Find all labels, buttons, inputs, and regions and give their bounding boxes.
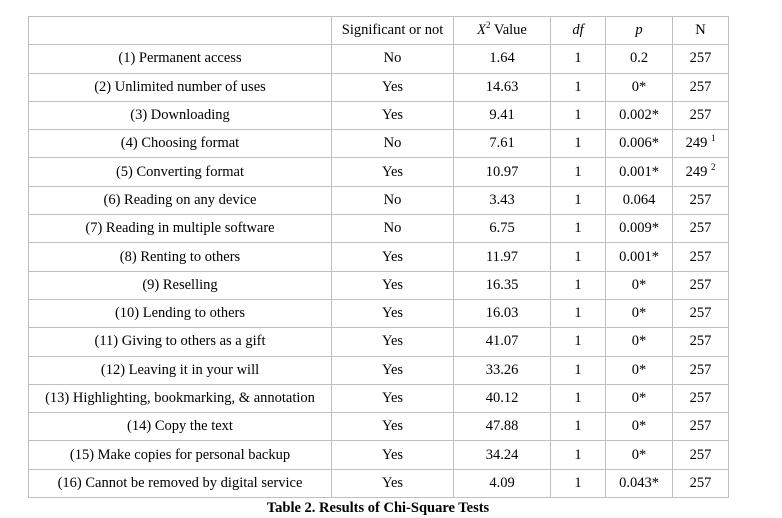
cell-chi-value — [454, 130, 551, 158]
cell-n-text: 257 — [689, 276, 712, 293]
cell-p-value-text: 0.064 — [622, 191, 656, 208]
cell-n — [673, 130, 729, 158]
cell-n-text: 257 — [689, 220, 712, 237]
cell-n-text: 257 — [689, 474, 712, 491]
cell-chi-value — [454, 45, 551, 73]
cell-df-text: 1 — [574, 220, 582, 237]
cell-label — [29, 328, 332, 356]
header-chi-symbol: X — [477, 22, 486, 39]
cell-label-text: (9) Reselling — [142, 276, 218, 293]
cell-n-footnote: 1 — [710, 133, 716, 144]
cell-p-value-text: 0* — [631, 78, 647, 95]
cell-label-text: (12) Leaving it in your will — [100, 361, 260, 378]
cell-p-value-text: 0.002* — [619, 107, 659, 124]
cell-label — [29, 441, 332, 469]
cell-significant — [332, 299, 454, 327]
cell-chi-value-text: 9.41 — [489, 107, 515, 124]
cell-df-text: 1 — [574, 305, 582, 322]
cell-significant-text: Yes — [381, 333, 404, 350]
header-row — [29, 17, 729, 45]
cell-p-value — [606, 328, 673, 356]
cell-chi-value — [454, 215, 551, 243]
cell-p-value-text: 0.001* — [619, 163, 659, 180]
cell-n — [673, 328, 729, 356]
cell-p-value — [606, 441, 673, 469]
cell-significant-text: No — [383, 191, 402, 208]
cell-p-value — [606, 356, 673, 384]
chi-square-results-table — [28, 16, 729, 498]
cell-p-value — [606, 45, 673, 73]
cell-significant — [332, 441, 454, 469]
cell-n-text: 257 — [689, 78, 712, 95]
cell-p-value — [606, 299, 673, 327]
header-df: df — [551, 17, 606, 45]
cell-df — [551, 469, 606, 497]
cell-significant — [332, 158, 454, 186]
cell-significant-text: Yes — [381, 390, 404, 406]
cell-p-value — [606, 384, 673, 412]
cell-n — [673, 73, 729, 101]
cell-significant-text: Yes — [381, 474, 404, 491]
cell-chi-value-text: 16.03 — [485, 305, 519, 322]
cell-label-text: (7) Reading in multiple software — [85, 220, 275, 237]
cell-n — [673, 441, 729, 469]
cell-df — [551, 101, 606, 129]
cell-n-text: 257 — [689, 390, 712, 406]
cell-chi-value-text: 1.64 — [489, 50, 515, 67]
cell-df-text: 1 — [574, 276, 582, 293]
cell-n-text: 257 — [689, 50, 712, 67]
cell-p-value-text: 0.001* — [619, 248, 659, 265]
cell-n-footnote: 2 — [710, 161, 716, 172]
cell-df-text: 1 — [574, 390, 582, 406]
cell-df — [551, 73, 606, 101]
table-row — [29, 186, 729, 214]
cell-chi-value-text: 11.97 — [485, 248, 519, 265]
cell-significant — [332, 271, 454, 299]
cell-label-text: (14) Copy the text — [127, 418, 233, 435]
cell-chi-value — [454, 101, 551, 129]
cell-chi-value-text: 16.35 — [485, 276, 519, 293]
cell-df — [551, 45, 606, 73]
cell-chi-value — [454, 356, 551, 384]
cell-n — [673, 186, 729, 214]
cell-label-text: (11) Giving to others as a gift — [94, 333, 266, 350]
cell-df-text: 1 — [574, 474, 582, 491]
table-row — [29, 101, 729, 129]
cell-df — [551, 356, 606, 384]
table-row — [29, 158, 729, 186]
table-row — [29, 328, 729, 356]
cell-n-text: 249 — [685, 135, 708, 152]
cell-chi-value-text: 4.09 — [489, 474, 515, 491]
cell-n — [673, 469, 729, 497]
table-row — [29, 384, 729, 412]
cell-n-text: 257 — [689, 418, 712, 435]
cell-p-value — [606, 158, 673, 186]
cell-p-value-text: 0* — [631, 446, 647, 463]
cell-significant-text: Yes — [381, 361, 404, 378]
cell-chi-value — [454, 328, 551, 356]
cell-label — [29, 130, 332, 158]
table-row — [29, 243, 729, 271]
cell-df-text: 1 — [574, 446, 582, 463]
cell-n — [673, 45, 729, 73]
cell-p-value — [606, 101, 673, 129]
cell-n — [673, 356, 729, 384]
cell-significant-text: Yes — [381, 418, 404, 435]
cell-chi-value — [454, 441, 551, 469]
cell-significant — [332, 215, 454, 243]
cell-significant — [332, 384, 454, 412]
cell-label — [29, 356, 332, 384]
cell-significant-text: Yes — [381, 446, 404, 463]
cell-p-value — [606, 413, 673, 441]
table-row — [29, 469, 729, 497]
cell-df-text: 1 — [574, 361, 582, 378]
table-row — [29, 413, 729, 441]
cell-label-text: (15) Make copies for personal backup — [69, 446, 291, 463]
cell-significant — [332, 356, 454, 384]
cell-df — [551, 158, 606, 186]
cell-chi-value — [454, 413, 551, 441]
cell-label-text: (6) Reading on any device — [103, 191, 257, 208]
cell-p-value — [606, 186, 673, 214]
cell-label — [29, 215, 332, 243]
cell-label — [29, 73, 332, 101]
table-row — [29, 271, 729, 299]
cell-label — [29, 271, 332, 299]
cell-significant-text: Yes — [381, 163, 404, 180]
cell-label — [29, 243, 332, 271]
cell-label — [29, 384, 332, 412]
cell-significant — [332, 130, 454, 158]
cell-significant-text: No — [383, 220, 402, 237]
cell-significant-text: Yes — [381, 248, 404, 265]
cell-chi-value-text: 14.63 — [485, 78, 519, 95]
cell-df — [551, 328, 606, 356]
table-row — [29, 441, 729, 469]
cell-n-text: 257 — [689, 191, 712, 208]
cell-label-text: (16) Cannot be removed by digital service — [57, 474, 303, 491]
cell-p-value — [606, 243, 673, 271]
cell-n-text: 257 — [689, 361, 712, 378]
cell-chi-value-text: 7.61 — [489, 135, 515, 152]
cell-n-text: 257 — [689, 107, 712, 124]
cell-df — [551, 130, 606, 158]
cell-df — [551, 299, 606, 327]
cell-p-value-text: 0* — [631, 276, 647, 293]
cell-label-text: (1) Permanent access — [118, 50, 242, 67]
cell-df-text: 1 — [574, 78, 582, 95]
cell-label — [29, 45, 332, 73]
cell-label-text: (8) Renting to others — [119, 248, 241, 265]
table-row — [29, 299, 729, 327]
table-body — [29, 45, 729, 498]
cell-df-text: 1 — [574, 418, 582, 435]
cell-n — [673, 101, 729, 129]
header-label — [29, 17, 332, 45]
cell-p-value-text: 0* — [631, 418, 647, 435]
cell-chi-value — [454, 158, 551, 186]
header-n: N — [673, 17, 729, 45]
cell-df — [551, 271, 606, 299]
cell-label — [29, 101, 332, 129]
cell-df — [551, 413, 606, 441]
cell-chi-value-text: 33.26 — [485, 361, 519, 378]
cell-chi-value-text: 6.75 — [489, 220, 515, 237]
cell-significant — [332, 243, 454, 271]
cell-n-text: 257 — [689, 305, 712, 322]
cell-p-value-text: 0* — [631, 305, 647, 322]
cell-significant-text: Yes — [381, 107, 404, 124]
cell-df — [551, 186, 606, 214]
cell-significant — [332, 469, 454, 497]
cell-n — [673, 299, 729, 327]
cell-label-text: (4) Choosing format — [120, 135, 240, 152]
cell-df-text: 1 — [574, 191, 582, 208]
header-chi-superscript: 2 — [485, 20, 491, 31]
cell-significant-text: Yes — [381, 305, 404, 322]
cell-significant — [332, 101, 454, 129]
cell-chi-value — [454, 299, 551, 327]
cell-label-text: (10) Lending to others — [114, 305, 246, 322]
cell-p-value-text: 0* — [631, 361, 647, 378]
header-chi-text: Value — [490, 22, 527, 39]
cell-label-text: (3) Downloading — [130, 107, 230, 124]
cell-n-text: 249 — [685, 163, 708, 180]
cell-significant — [332, 328, 454, 356]
cell-df-text: 1 — [574, 248, 582, 265]
cell-n — [673, 271, 729, 299]
cell-p-value — [606, 271, 673, 299]
cell-p-value — [606, 469, 673, 497]
cell-significant — [332, 413, 454, 441]
cell-label — [29, 469, 332, 497]
cell-label-text: (5) Converting format — [115, 163, 245, 180]
cell-n — [673, 384, 729, 412]
cell-df-text: 1 — [574, 163, 582, 180]
cell-label — [29, 158, 332, 186]
cell-n-text: 257 — [689, 248, 712, 265]
table-row — [29, 356, 729, 384]
cell-significant-text: No — [383, 135, 402, 152]
cell-df — [551, 384, 606, 412]
cell-significant-text: Yes — [381, 78, 404, 95]
cell-df-text: 1 — [574, 107, 582, 124]
cell-df — [551, 441, 606, 469]
cell-chi-value — [454, 469, 551, 497]
cell-significant — [332, 45, 454, 73]
cell-chi-value-text: 40.12 — [485, 390, 519, 406]
cell-chi-value-text: 10.97 — [485, 163, 519, 180]
cell-n — [673, 243, 729, 271]
cell-df — [551, 243, 606, 271]
cell-label-text: (2) Unlimited number of uses — [94, 78, 266, 95]
cell-chi-value-text: 47.88 — [485, 418, 519, 435]
cell-significant — [332, 73, 454, 101]
cell-label — [29, 413, 332, 441]
table-row — [29, 215, 729, 243]
cell-df — [551, 215, 606, 243]
table-row — [29, 130, 729, 158]
cell-n-text: 257 — [689, 333, 712, 350]
cell-p-value-text: 0* — [631, 333, 647, 350]
cell-significant — [332, 186, 454, 214]
cell-df-text: 1 — [574, 135, 582, 152]
cell-p-value-text: 0.009* — [619, 220, 659, 237]
header-significant: Significant or not — [332, 17, 454, 45]
table-row — [29, 45, 729, 73]
cell-n — [673, 215, 729, 243]
cell-chi-value-text: 3.43 — [489, 191, 515, 208]
cell-chi-value — [454, 186, 551, 214]
cell-label-text: (13) Highlighting, bookmarking, & annotation — [45, 390, 315, 406]
cell-df-text: 1 — [574, 333, 582, 350]
cell-p-value — [606, 130, 673, 158]
cell-n — [673, 158, 729, 186]
cell-p-value-text: 0.2 — [629, 50, 649, 67]
cell-p-value-text: 0.043* — [619, 474, 659, 491]
cell-chi-value-text: 34.24 — [485, 446, 519, 463]
cell-n-text: 257 — [689, 446, 712, 463]
cell-p-value — [606, 73, 673, 101]
cell-significant-text: Yes — [381, 276, 404, 293]
header-chi-square — [454, 17, 551, 45]
cell-significant-text: No — [383, 50, 402, 67]
table-caption: Table 2. Results of Chi-Square Tests — [266, 500, 490, 516]
cell-n — [673, 413, 729, 441]
cell-p-value — [606, 215, 673, 243]
header-p: p — [606, 17, 673, 45]
cell-chi-value — [454, 384, 551, 412]
cell-chi-value — [454, 243, 551, 271]
cell-p-value-text: 0.006* — [619, 135, 659, 152]
cell-chi-value — [454, 271, 551, 299]
cell-chi-value-text: 41.07 — [485, 333, 519, 350]
cell-chi-value — [454, 73, 551, 101]
cell-p-value-text: 0* — [631, 390, 647, 406]
cell-label — [29, 299, 332, 327]
cell-df-text: 1 — [574, 50, 582, 67]
table-row — [29, 73, 729, 101]
cell-label — [29, 186, 332, 214]
